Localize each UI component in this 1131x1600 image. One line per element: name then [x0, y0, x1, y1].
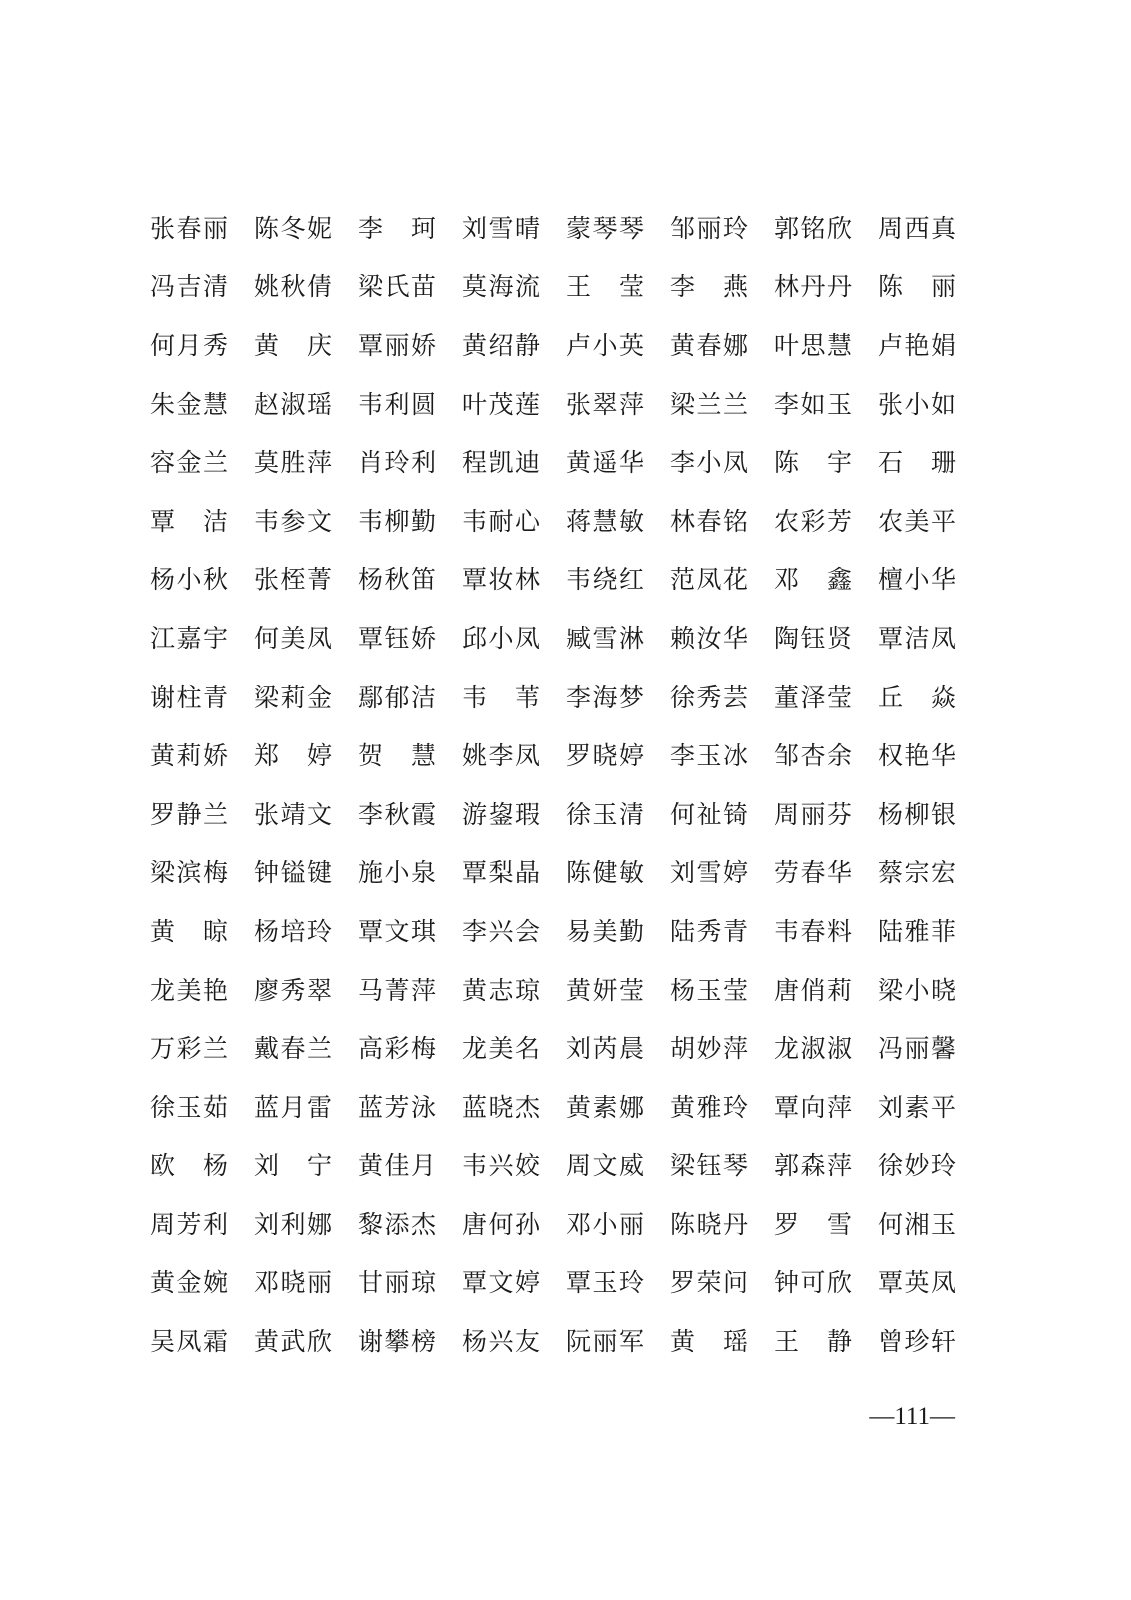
name-entry: 吴 凤 霜	[150, 1327, 228, 1357]
name-entry: 董 泽 莹	[774, 682, 852, 712]
name-row	[150, 1254, 960, 1313]
name-entry: 程 凯 迪	[462, 448, 540, 478]
name-entry: 陈 宇	[774, 448, 852, 478]
name-entry: 唐 何 孙	[462, 1209, 540, 1239]
name-entry: 李 秋 霞	[358, 799, 436, 829]
name-entry: 张 春 丽	[150, 213, 228, 243]
name-entry: 林 春 铭	[670, 506, 748, 536]
name-entry: 林 丹 丹	[774, 272, 852, 302]
name-entry: 李 珂	[358, 213, 436, 243]
name-entry: 刘 雪 婷	[670, 858, 748, 888]
name-entry: 周 文 威	[566, 1151, 644, 1181]
name-row	[150, 1195, 960, 1254]
name-entry: 邓 小 丽	[566, 1209, 644, 1239]
name-entry: 何 月 秀	[150, 330, 228, 360]
name-entry: 鄢 郁 洁	[358, 682, 436, 712]
name-entry: 叶 思 慧	[774, 330, 852, 360]
name-entry: 黄 瑶	[670, 1327, 748, 1357]
name-entry: 黄 志 琼	[462, 975, 540, 1005]
name-entry: 臧 雪 淋	[566, 623, 644, 653]
name-entry: 唐 俏 莉	[774, 975, 852, 1005]
name-entry: 黄 素 娜	[566, 1092, 644, 1122]
name-entry: 杨 玉 莹	[670, 975, 748, 1005]
name-entry: 梁 氏 苗	[358, 272, 436, 302]
name-row	[150, 1019, 960, 1078]
name-entry: 覃 梨 晶	[462, 858, 540, 888]
name-row	[150, 258, 960, 317]
name-entry: 何 祉 锜	[670, 799, 748, 829]
name-entry: 杨 兴 友	[462, 1327, 540, 1357]
name-entry: 郑 婷	[254, 741, 332, 771]
name-row	[150, 1137, 960, 1196]
name-entry: 黄 庆	[254, 330, 332, 360]
name-entry: 周 丽 芬	[774, 799, 852, 829]
name-entry: 徐 玉 清	[566, 799, 644, 829]
name-entry: 覃 文 婷	[462, 1268, 540, 1298]
name-entry: 黄 雅 玲	[670, 1092, 748, 1122]
name-entry: 易 美 勤	[566, 916, 644, 946]
name-entry: 郭 森 萍	[774, 1151, 852, 1181]
name-entry: 何 美 凤	[254, 623, 332, 653]
name-row	[150, 1078, 960, 1137]
name-entry: 甘 丽 琼	[358, 1268, 436, 1298]
name-entry: 韦 苇	[462, 682, 540, 712]
name-entry: 罗 晓 婷	[566, 741, 644, 771]
name-row	[150, 961, 960, 1020]
name-entry: 韦 利 圆	[358, 389, 436, 419]
name-entry: 曾 珍 轩	[878, 1327, 956, 1357]
name-entry: 韦 春 料	[774, 916, 852, 946]
name-entry: 贺 慧	[358, 741, 436, 771]
name-entry: 刘 芮 晨	[566, 1034, 644, 1064]
name-entry: 黄 遥 华	[566, 448, 644, 478]
name-entry: 容 金 兰	[150, 448, 228, 478]
name-entry: 李 玉 冰	[670, 741, 748, 771]
name-entry: 王 静	[774, 1327, 852, 1357]
name-entry: 谢 柱 青	[150, 682, 228, 712]
name-row	[150, 375, 960, 434]
name-entry: 黄 绍 静	[462, 330, 540, 360]
name-entry: 欧 杨	[150, 1151, 228, 1181]
name-list	[150, 199, 960, 1371]
name-entry: 冯 吉 清	[150, 272, 228, 302]
name-entry: 韦 兴 姣	[462, 1151, 540, 1181]
name-entry: 朱 金 慧	[150, 389, 228, 419]
name-entry: 梁 滨 梅	[150, 858, 228, 888]
name-row	[150, 199, 960, 258]
name-entry: 冯 丽 馨	[878, 1034, 956, 1064]
name-entry: 徐 秀 芸	[670, 682, 748, 712]
name-entry: 徐 妙 玲	[878, 1151, 956, 1181]
name-entry: 邱 小 凤	[462, 623, 540, 653]
page-number: —111—	[869, 1403, 955, 1430]
name-row	[150, 668, 960, 727]
name-entry: 邹 杏 余	[774, 741, 852, 771]
name-row	[150, 492, 960, 551]
name-entry: 卢 艳 娟	[878, 330, 956, 360]
name-entry: 刘 雪 晴	[462, 213, 540, 243]
name-entry: 刘 宁	[254, 1151, 332, 1181]
name-entry: 李 如 玉	[774, 389, 852, 419]
name-entry: 邓 鑫	[774, 565, 852, 595]
name-entry: 叶 茂 莲	[462, 389, 540, 419]
name-entry: 李 海 梦	[566, 682, 644, 712]
name-entry: 郭 铭 欣	[774, 213, 852, 243]
name-entry: 陈 健 敏	[566, 858, 644, 888]
name-entry: 黄 武 欣	[254, 1327, 332, 1357]
name-row	[150, 316, 960, 375]
name-entry: 李 兴 会	[462, 916, 540, 946]
name-entry: 江 嘉 宇	[150, 623, 228, 653]
name-entry: 覃 向 萍	[774, 1092, 852, 1122]
name-entry: 钟 镒 键	[254, 858, 332, 888]
name-entry: 陈 冬 妮	[254, 213, 332, 243]
name-entry: 覃 妆 林	[462, 565, 540, 595]
name-entry: 梁 钰 琴	[670, 1151, 748, 1181]
name-entry: 李 小 凤	[670, 448, 748, 478]
name-entry: 龙 美 名	[462, 1034, 540, 1064]
name-entry: 韦 耐 心	[462, 506, 540, 536]
name-entry: 杨 秋 笛	[358, 565, 436, 595]
name-row	[150, 785, 960, 844]
name-entry: 陆 雅 菲	[878, 916, 956, 946]
name-entry: 覃 洁 凤	[878, 623, 956, 653]
name-entry: 王 莹	[566, 272, 644, 302]
name-row	[150, 551, 960, 610]
name-entry: 蒙 琴 琴	[566, 213, 644, 243]
name-entry: 游 鋆 瑕	[462, 799, 540, 829]
name-entry: 谢 攀 榜	[358, 1327, 436, 1357]
name-entry: 梁 兰 兰	[670, 389, 748, 419]
name-entry: 蔡 宗 宏	[878, 858, 956, 888]
name-entry: 覃 洁	[150, 506, 228, 536]
name-entry: 黄 晾	[150, 916, 228, 946]
name-entry: 刘 利 娜	[254, 1209, 332, 1239]
name-entry: 陈 晓 丹	[670, 1209, 748, 1239]
name-entry: 钟 可 欣	[774, 1268, 852, 1298]
name-entry: 龙 美 艳	[150, 975, 228, 1005]
name-entry: 杨 小 秋	[150, 565, 228, 595]
name-entry: 梁 莉 金	[254, 682, 332, 712]
name-row	[150, 1312, 960, 1371]
name-entry: 梁 小 晓	[878, 975, 956, 1005]
name-entry: 黄 春 娜	[670, 330, 748, 360]
name-entry: 韦 绕 红	[566, 565, 644, 595]
name-row	[150, 609, 960, 668]
name-entry: 李 燕	[670, 272, 748, 302]
name-entry: 邹 丽 玲	[670, 213, 748, 243]
name-row	[150, 726, 960, 785]
name-entry: 罗 荣 问	[670, 1268, 748, 1298]
name-entry: 覃 英 凤	[878, 1268, 956, 1298]
name-entry: 农 美 平	[878, 506, 956, 536]
name-entry: 姚 秋 倩	[254, 272, 332, 302]
name-entry: 廖 秀 翠	[254, 975, 332, 1005]
name-entry: 黄 金 婉	[150, 1268, 228, 1298]
name-entry: 何 湘 玉	[878, 1209, 956, 1239]
name-entry: 姚 李 凤	[462, 741, 540, 771]
name-entry: 刘 素 平	[878, 1092, 956, 1122]
name-entry: 陈 丽	[878, 272, 956, 302]
name-entry: 农 彩 芳	[774, 506, 852, 536]
name-entry: 丘 焱	[878, 682, 956, 712]
name-entry: 万 彩 兰	[150, 1034, 228, 1064]
name-entry: 覃 钰 娇	[358, 623, 436, 653]
name-entry: 赖 汝 华	[670, 623, 748, 653]
name-entry: 卢 小 英	[566, 330, 644, 360]
name-row	[150, 902, 960, 961]
name-entry: 黎 添 杰	[358, 1209, 436, 1239]
name-entry: 邓 晓 丽	[254, 1268, 332, 1298]
name-entry: 周 芳 利	[150, 1209, 228, 1239]
name-entry: 马 菁 萍	[358, 975, 436, 1005]
name-entry: 莫 海 流	[462, 272, 540, 302]
name-entry: 杨 柳 银	[878, 799, 956, 829]
name-entry: 赵 淑 瑶	[254, 389, 332, 419]
name-entry: 张 靖 文	[254, 799, 332, 829]
name-entry: 陶 钰 贤	[774, 623, 852, 653]
name-entry: 罗 雪	[774, 1209, 852, 1239]
name-entry: 周 西 真	[878, 213, 956, 243]
name-entry: 阮 丽 军	[566, 1327, 644, 1357]
name-entry: 胡 妙 萍	[670, 1034, 748, 1064]
name-entry: 蒋 慧 敏	[566, 506, 644, 536]
name-entry: 莫 胜 萍	[254, 448, 332, 478]
name-entry: 罗 静 兰	[150, 799, 228, 829]
name-entry: 杨 培 玲	[254, 916, 332, 946]
name-entry: 张 桎 菁	[254, 565, 332, 595]
name-entry: 陆 秀 青	[670, 916, 748, 946]
name-entry: 权 艳 华	[878, 741, 956, 771]
name-entry: 蓝 芳 泳	[358, 1092, 436, 1122]
name-entry: 覃 玉 玲	[566, 1268, 644, 1298]
name-entry: 黄 佳 月	[358, 1151, 436, 1181]
name-entry: 韦 柳 勤	[358, 506, 436, 536]
name-entry: 徐 玉 茹	[150, 1092, 228, 1122]
name-entry: 龙 淑 淑	[774, 1034, 852, 1064]
name-entry: 蓝 月 雷	[254, 1092, 332, 1122]
name-entry: 范 凤 花	[670, 565, 748, 595]
name-entry: 黄 莉 娇	[150, 741, 228, 771]
name-entry: 黄 妍 莹	[566, 975, 644, 1005]
name-entry: 肖 玲 利	[358, 448, 436, 478]
name-entry: 蓝 晓 杰	[462, 1092, 540, 1122]
name-entry: 覃 文 琪	[358, 916, 436, 946]
name-entry: 高 彩 梅	[358, 1034, 436, 1064]
name-entry: 石 珊	[878, 448, 956, 478]
name-entry: 施 小 泉	[358, 858, 436, 888]
name-entry: 戴 春 兰	[254, 1034, 332, 1064]
name-entry: 韦 参 文	[254, 506, 332, 536]
name-row	[150, 844, 960, 903]
name-row	[150, 433, 960, 492]
name-entry: 张 翠 萍	[566, 389, 644, 419]
name-entry: 张 小 如	[878, 389, 956, 419]
name-entry: 覃 丽 娇	[358, 330, 436, 360]
name-entry: 劳 春 华	[774, 858, 852, 888]
name-entry: 檀 小 华	[878, 565, 956, 595]
